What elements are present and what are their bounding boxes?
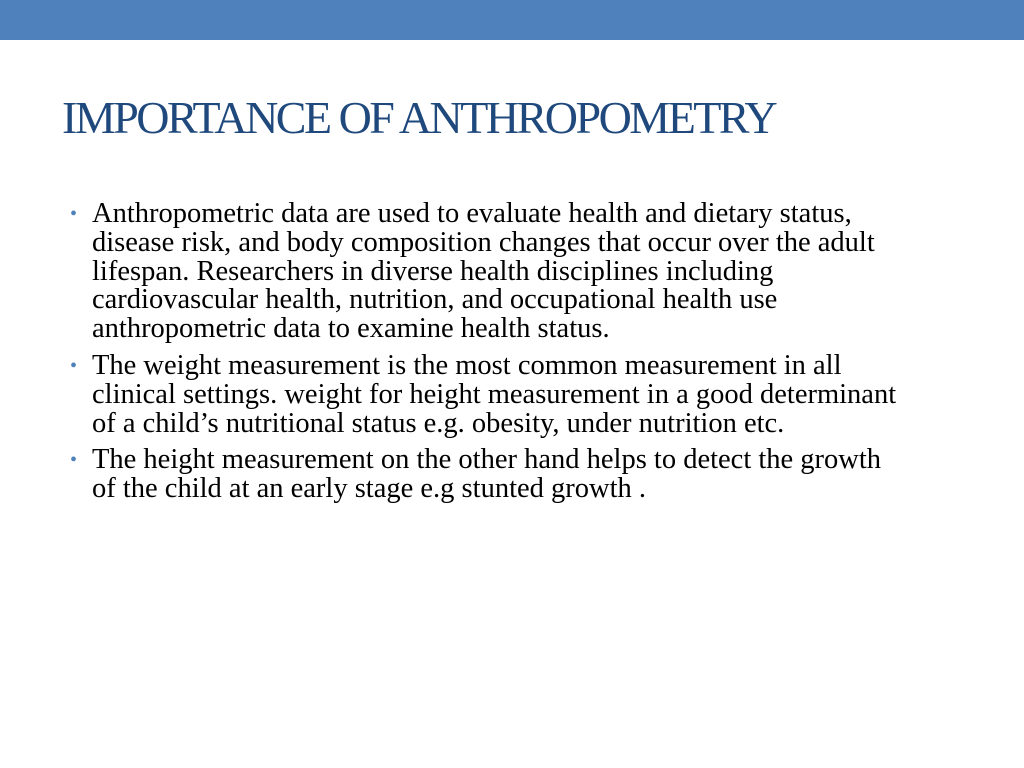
bullet-text: The weight measurement is the most common measurement in all clinical settings. weight for height measurement in a good determinant of a child’s nutritional status e.g. obesity, under nutrition etc. — [92, 349, 897, 439]
bullet-item — [70, 200, 910, 344]
bullet-marker-icon: • — [70, 203, 78, 225]
bullet-list — [70, 200, 910, 512]
bullet-item — [70, 446, 910, 504]
bullet-marker-icon: • — [70, 354, 78, 377]
bullet-text: The height measurement on the other hand helps to detect the growth of the child at an early stage e.g stunted growth . — [92, 444, 882, 505]
bullet-marker-icon: • — [70, 449, 78, 472]
slide-title: IMPORTANCE OF ANTHROPOMETRY — [62, 92, 776, 143]
bullet-text: Anthropometric data are used to evaluate health and dietary status, disease risk, and body composition changes that occur over the adult lifespan. Researchers in diverse health disciplines including cardiovascular health, nutrition, and occupational health use anthropometric data to examine health status. — [92, 198, 875, 345]
bullet-item — [70, 349, 910, 439]
top-accent-bar — [0, 0, 1024, 40]
